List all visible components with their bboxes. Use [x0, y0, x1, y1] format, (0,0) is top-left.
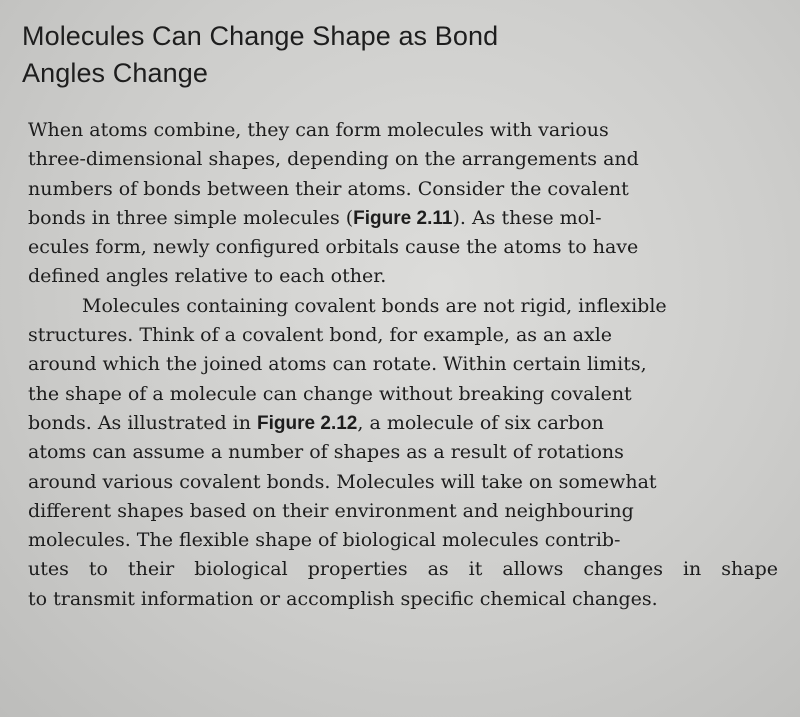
paragraph-1-line-1: When atoms combine, they can form molecules with various — [28, 119, 609, 141]
paragraph-2-line-3: around which the joined atoms can rotate. Within certain limits, — [28, 353, 647, 376]
text-line — [0, 350, 800, 379]
text-line — [0, 262, 800, 291]
text-line — [0, 145, 800, 174]
paragraph-2-line-5 — [28, 409, 604, 438]
section-heading — [22, 18, 662, 92]
paragraph-2-line-8: different shapes based on their environment and neighbouring — [28, 499, 634, 522]
paragraph-2-line-9: molecules. The flexible shape of biological molecules contrib- — [28, 529, 621, 552]
paragraph-2-line-5-start: bonds. As illustrated in — [28, 411, 258, 434]
paragraph-2-line-2: structures. Think of a covalent bond, for example, as an axle — [28, 324, 613, 347]
text-line — [0, 468, 800, 497]
text-line — [0, 321, 800, 350]
text-line — [0, 497, 800, 526]
heading-line-2: Angles Change — [22, 58, 208, 88]
paragraph-2-line-1: Molecules containing covalent bonds are not rigid, inflexible — [82, 294, 667, 317]
text-line — [0, 233, 800, 262]
text-line — [0, 175, 800, 204]
text-line — [0, 555, 800, 584]
text-line — [0, 526, 800, 555]
text-line — [0, 380, 800, 409]
paragraph-1-line-3: numbers of bonds between their atoms. Consider the covalent — [28, 177, 629, 200]
paragraph-2-line-6: atoms can assume a number of shapes as a result of rotations — [28, 441, 624, 464]
paragraph-1-line-4-start: bonds in three simple molecules ( — [28, 206, 354, 229]
paragraph-1-line-4-end: ). As these mol- — [452, 206, 602, 229]
text-line — [0, 292, 800, 321]
paragraph-1-line-2: three-dimensional shapes, depending on the arrangements and — [28, 148, 639, 171]
paragraph-2-line-10: utes to their biological properties as it allows changes in shape — [28, 558, 778, 581]
paragraph-2-line-11: to transmit information or accomplish specific chemical changes. — [28, 587, 658, 610]
heading-line-1: Molecules Can Change Shape as Bond — [22, 21, 499, 51]
text-line — [0, 585, 800, 614]
text-line — [0, 116, 800, 145]
paragraph-2-line-7: around various covalent bonds. Molecules will take on somewhat — [28, 470, 657, 493]
body-text — [0, 116, 800, 614]
figure-2-12-reference: Figure 2.12 — [257, 412, 358, 434]
paragraph-2-line-5-end: , a molecule of six carbon — [357, 411, 604, 434]
text-line — [0, 204, 800, 233]
paragraph-2-line-4: the shape of a molecule can change without breaking covalent — [28, 382, 632, 405]
paragraph-1-line-5: ecules form, newly configured orbitals cause the atoms to have — [28, 236, 639, 259]
paragraph-1-line-6: defined angles relative to each other. — [28, 265, 387, 288]
paragraph-1-line-4 — [28, 204, 602, 233]
figure-2-11-reference: Figure 2.11 — [353, 207, 453, 229]
text-line — [0, 409, 800, 438]
text-line — [0, 438, 800, 467]
